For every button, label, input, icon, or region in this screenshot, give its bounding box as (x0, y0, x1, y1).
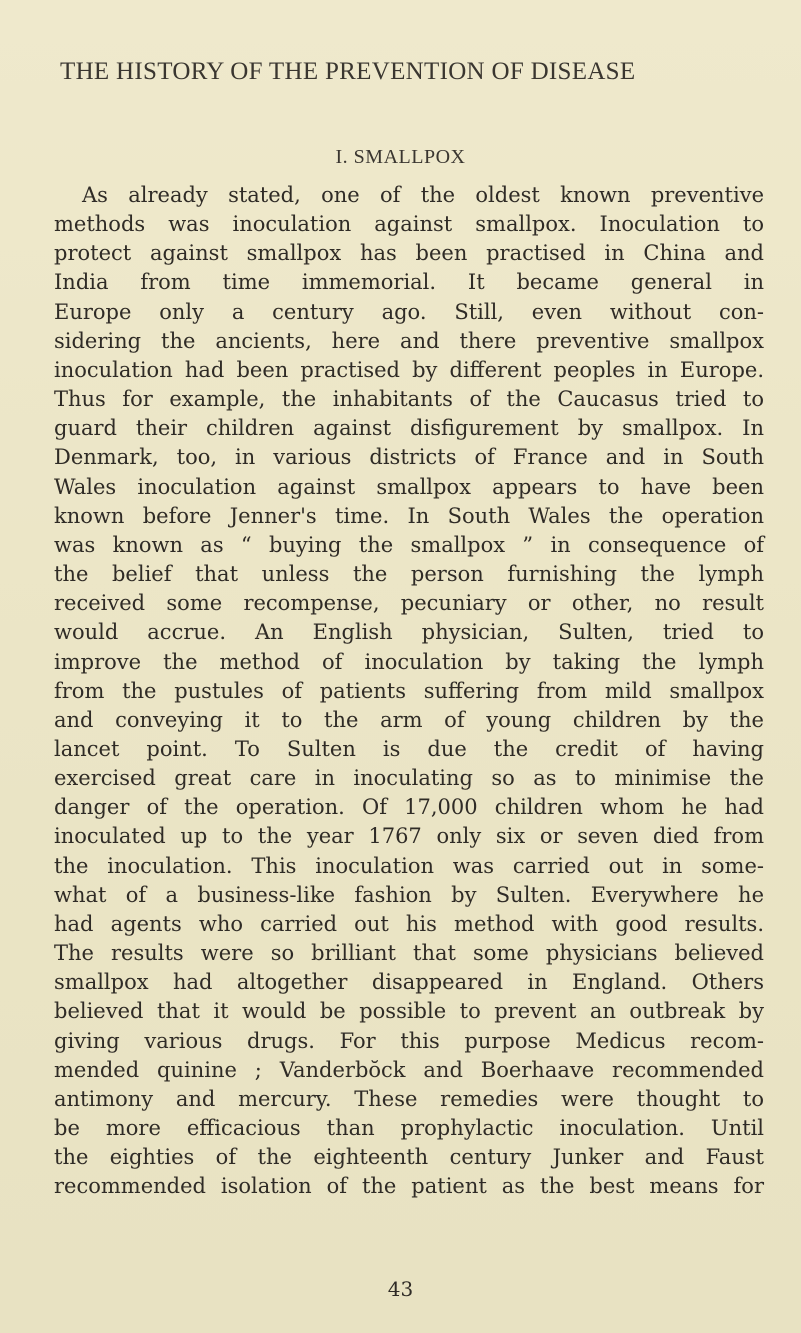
text-line: Europe only a century ago. Still, even without con- (54, 299, 764, 324)
text-line: Denmark, too, in various districts of France and in South (54, 445, 764, 470)
text-line: giving various drugs. For this purpose Medicus recom- (54, 1028, 764, 1053)
text-line: protect against smallpox has been practised in China and (54, 241, 764, 266)
text-line: had agents who carried out his method with good results. (54, 911, 764, 936)
text-line: smallpox had altogether disappeared in England. Others (54, 970, 764, 995)
text-line: India from time immemorial. It became general in (54, 270, 764, 295)
text-line: believed that it would be possible to prevent an outbreak by (54, 999, 764, 1024)
text-line: what of a business-like fashion by Sulten. Everywhere he (54, 882, 764, 907)
text-line: be more efficacious than prophylactic inoculation. Until (54, 1116, 764, 1140)
section-title: I. SMALLPOX (335, 146, 466, 168)
body-paragraph (54, 181, 764, 1201)
text-line: The results were so brilliant that some physicians believed (54, 941, 764, 966)
text-line: the belief that unless the person furnishing the lymph (54, 562, 764, 587)
text-line: from the pustules of patients suffering from mild smallpox (54, 678, 764, 703)
text-line: inoculated up to the year 1767 only six or seven died from (54, 824, 764, 849)
running-header: THE HISTORY OF THE PREVENTION OF DISEASE (60, 58, 636, 85)
text-line: lancet point. To Sulten is due the credit of having (54, 736, 764, 761)
text-line: was known as “ buying the smallpox ” in consequence of (54, 532, 764, 557)
text-line: exercised great care in inoculating so as to minimise the (54, 766, 764, 791)
text-line: Wales inoculation against smallpox appears to have been (54, 474, 764, 499)
text-line: known before Jenner's time. In South Wales the operation (54, 503, 764, 528)
text-line: the inoculation. This inoculation was carried out in some- (54, 853, 764, 878)
text-line: methods was inoculation against smallpox. Inoculation to (54, 212, 764, 237)
text-line: recommended isolation of the patient as the best means for (54, 1174, 764, 1199)
page-number: 43 (387, 1277, 414, 1301)
text-line: would accrue. An English physician, Sulten, tried to (54, 620, 764, 645)
text-line: and conveying it to the arm of young children by the (54, 707, 764, 732)
text-line: sidering the ancients, here and there preventive smallpox (54, 328, 764, 353)
text-line: received some recompense, pecuniary or other, no result (54, 591, 764, 616)
text-line: antimony and mercury. These remedies were thought to (54, 1086, 764, 1111)
text-line: inoculation had been practised by different peoples in Europe. (54, 357, 764, 382)
text-line: Thus for example, the inhabitants of the Caucasus tried to (54, 387, 764, 412)
text-line: danger of the operation. Of 17,000 children whom he had (54, 795, 764, 820)
text-line: As already stated, one of the oldest known preventive (82, 183, 764, 207)
text-line: the eighties of the eighteenth century Junker and Faust (54, 1145, 764, 1170)
text-line: guard their children against disfigurement by smallpox. In (54, 416, 764, 441)
text-line: improve the method of inoculation by taking the lymph (54, 649, 764, 674)
text-line: mended quinine ; Vanderbŏck and Boerhaave recommended (54, 1057, 764, 1082)
